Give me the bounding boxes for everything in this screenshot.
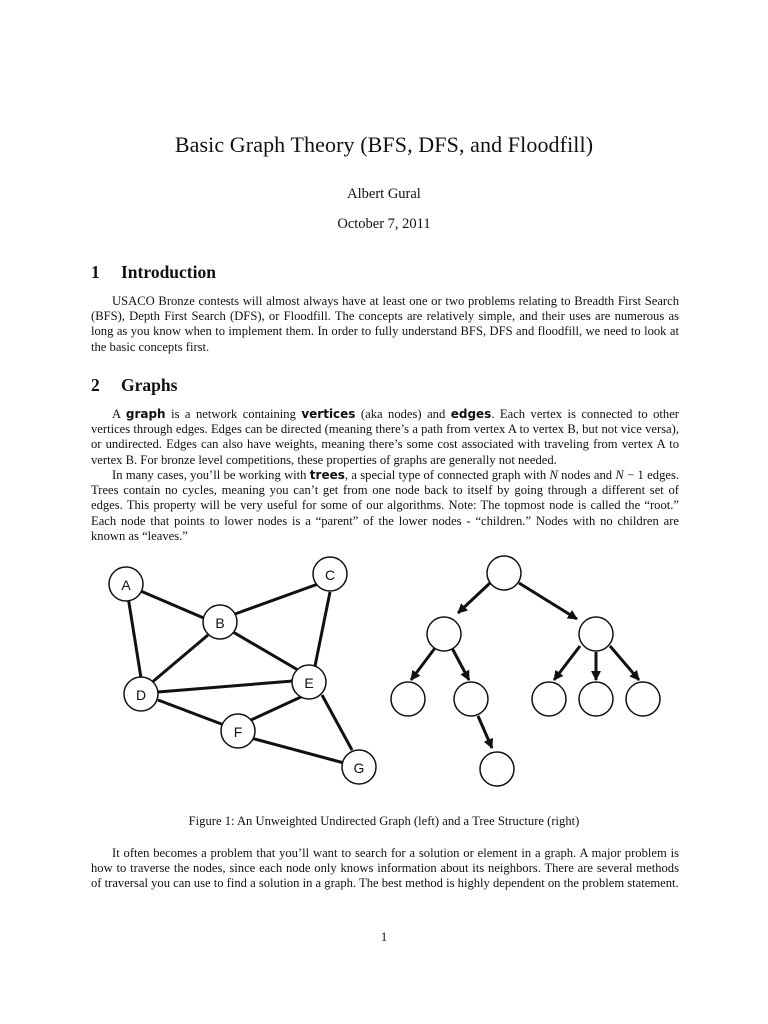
edge-a-b	[136, 589, 206, 619]
edge-f-e	[251, 696, 303, 720]
tree-node-left-right	[454, 682, 488, 716]
tree-node-right-left	[532, 682, 566, 716]
graph-node-label-e: E	[304, 675, 314, 691]
tree-node-left-left	[391, 682, 425, 716]
term-edges: edges	[450, 407, 492, 421]
edge-d-e	[158, 681, 293, 692]
section-title: Graphs	[121, 375, 178, 395]
section-heading-introduction	[91, 262, 216, 283]
figure-caption: Figure 1: An Unweighted Undirected Graph (left) and a Tree Structure (right)	[188, 814, 580, 828]
edge-e-g	[322, 695, 352, 750]
graph-node-label-d: D	[135, 687, 147, 703]
tree-edge-r-rl	[554, 646, 580, 680]
traversal-paragraph: It often becomes a problem that you’ll want to search for a solution or element in a graph. A major problem is how to traverse the nodes, since each node only knows information about its neighbors. There are several methods of traversal you can use to find a solution in a graph. The best method is highly dependent on the problem statement.	[91, 846, 679, 891]
graphs-paragraph-1: A graph is a network containing vertices (aka nodes) and edges. Each vertex is connected to other vertices through edges. Edges can be directed (meaning there’s a path from vertex A to vertex B, but not vice versa), or undirected. Edges can also have weights, meaning there’s some cost associated with traveling from vertex A to vertex B. For bronze level competitions, these properties of graphs are generally not needed.	[91, 407, 679, 467]
date: October 7, 2011	[337, 216, 431, 232]
graph-node-label-f: F	[233, 724, 243, 740]
section-heading-graphs	[91, 375, 177, 396]
tree-node-right-right	[626, 682, 660, 716]
edge-f-g	[251, 738, 344, 763]
page-title: Basic Graph Theory (BFS, DFS, and Floodfill)	[174, 132, 594, 157]
term-graph: graph	[125, 407, 166, 421]
tree-node-deep-leaf	[480, 752, 514, 786]
tree-edge-r-rr	[610, 646, 639, 680]
section-number: 2	[91, 375, 100, 395]
tree-node-right	[579, 617, 613, 651]
section-number: 1	[91, 262, 100, 282]
tree-edges	[411, 583, 639, 748]
figure-graphs-svg	[90, 552, 690, 802]
page-number: 1	[380, 930, 388, 944]
edge-d-f	[158, 700, 224, 725]
tree-node-left	[427, 617, 461, 651]
edge-b-d	[150, 635, 208, 684]
tree-node-root	[487, 556, 521, 590]
tree-edge-l-lr	[452, 648, 469, 680]
tree-edge-root-left	[458, 583, 490, 613]
section-title: Introduction	[121, 262, 216, 282]
graph-node-label-a: A	[121, 577, 131, 593]
graph-node-label-c: C	[324, 567, 336, 583]
author: Albert Gural	[347, 186, 421, 202]
term-vertices: vertices	[301, 407, 356, 421]
tree-edge-root-right	[519, 583, 577, 619]
graph-node-label-b: B	[215, 615, 225, 631]
edge-b-c	[235, 584, 318, 614]
tree-edge-l-ll	[411, 648, 435, 680]
graph-nodes	[109, 557, 376, 784]
graph-node-label-g: G	[353, 760, 365, 776]
edge-b-e	[233, 632, 298, 670]
edge-c-e	[315, 592, 330, 666]
intro-paragraph: USACO Bronze contests will almost always have at least one or two problems relating to Breadth First Search (BFS), Depth First Search (DFS), or Floodfill. The concepts are relatively simple, and their uses are numerous as long as you know when to implement them. In order to fully understand BFS, DFS and floodfill, we need to look at the basic concepts first.	[91, 294, 679, 354]
tree-nodes	[391, 556, 660, 786]
figure-1	[90, 552, 690, 802]
tree-edge-lr-leaf	[478, 716, 492, 748]
tree-node-right-middle	[579, 682, 613, 716]
graphs-paragraph-2: In many cases, you’ll be working with trees, a special type of connected graph with N nodes and N − 1 edges. Trees contain no cycles, meaning you can’t get from one node back to itself by going through a different set of edges. This property will be very useful for some of our algorithms. Note: The topmost node is called the “root.” Each node that points to lower nodes is a “parent” of the lower nodes - “children.” Nodes with no children are known as “leaves.”	[91, 468, 680, 543]
term-trees: trees	[309, 468, 345, 482]
